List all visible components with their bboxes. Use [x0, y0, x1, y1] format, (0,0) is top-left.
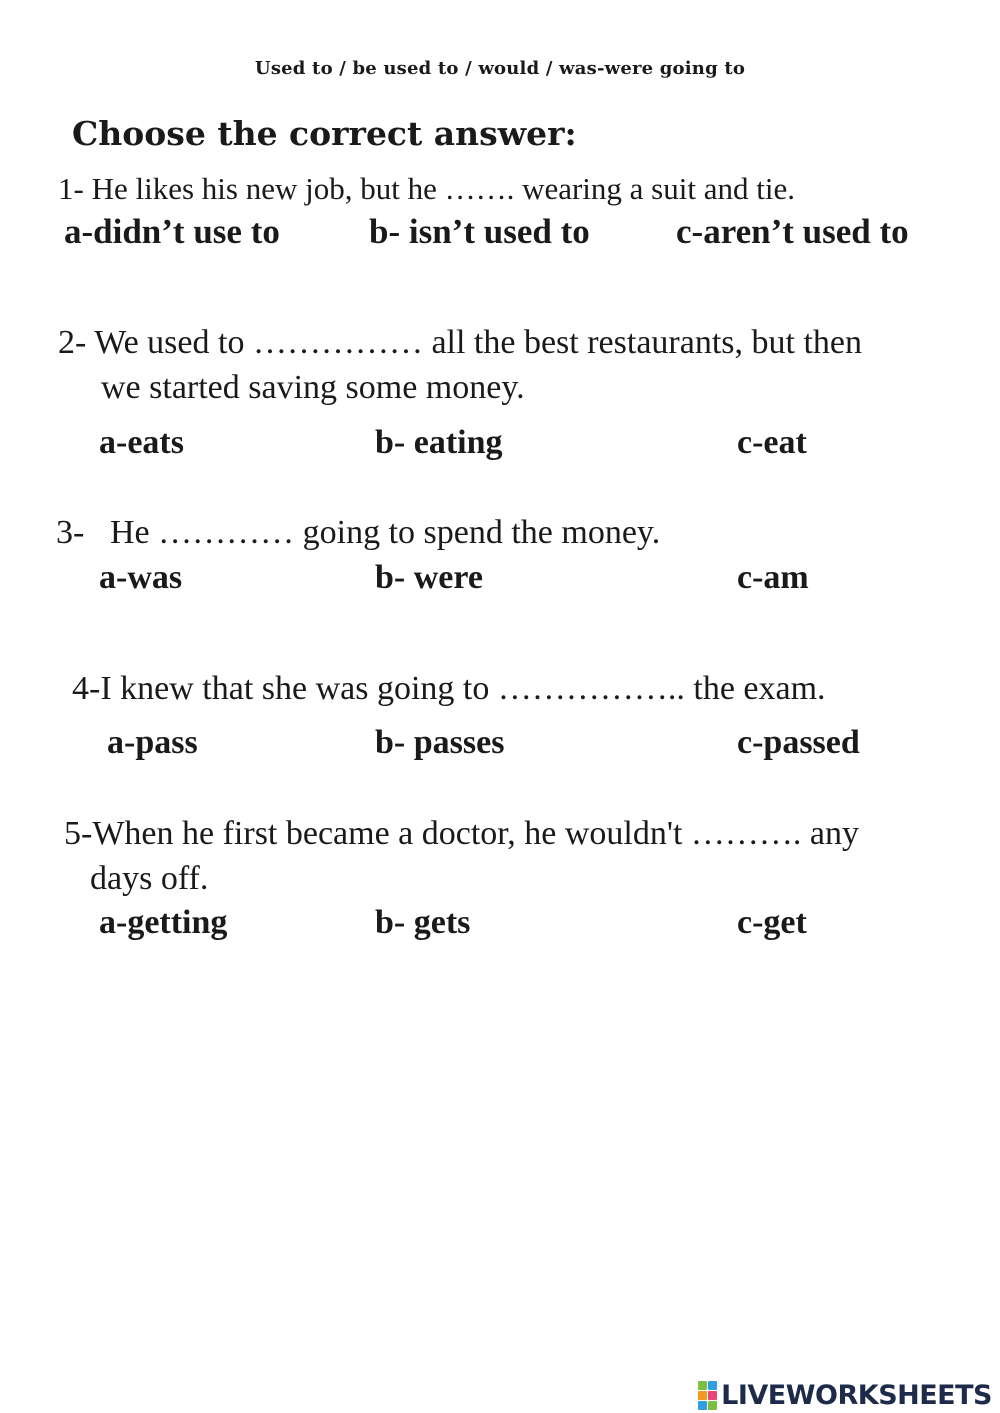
question-number: 1-: [58, 171, 84, 206]
question-text-line1: 2- We used to …………… all the best restaurants, but then: [58, 320, 972, 365]
question-1: [58, 166, 795, 211]
q5-option-b[interactable]: b- gets: [375, 904, 471, 941]
question-text: He likes his new job, but he ……. wearing a suit and tie.: [83, 171, 795, 206]
q3-option-a[interactable]: a-was: [99, 559, 183, 596]
instruction-heading: Choose the correct answer:: [72, 114, 577, 153]
q5-option-a[interactable]: a-getting: [99, 904, 228, 941]
q2-option-b[interactable]: b- eating: [375, 424, 503, 461]
question-text: I knew that she was going to …………….. the exam.: [100, 670, 826, 707]
q3-option-b[interactable]: b- were: [375, 559, 483, 596]
q1-option-c[interactable]: c-aren’t used to: [676, 212, 909, 251]
question-text-line2: days off.: [90, 860, 209, 897]
q4-option-b[interactable]: b- passes: [375, 724, 505, 761]
question-number: 3-: [56, 514, 85, 551]
liveworksheets-logo[interactable]: [698, 1380, 992, 1411]
question-3: [56, 510, 660, 555]
q5-option-c[interactable]: c-get: [737, 904, 807, 941]
q4-option-c[interactable]: c-passed: [737, 724, 860, 761]
worksheet-title: Used to / be used to / would / was-were going to: [254, 58, 746, 79]
question-2: [58, 320, 972, 410]
question-text-line2: we started saving some money.: [101, 369, 525, 406]
question-4: [72, 666, 826, 711]
liveworksheets-logo-icon: [698, 1381, 717, 1410]
q2-option-a[interactable]: a-eats: [99, 424, 184, 461]
q1-option-b[interactable]: b- isn’t used to: [369, 212, 590, 251]
question-text: He ………… going to spend the money.: [110, 514, 661, 551]
q4-option-a[interactable]: a-pass: [107, 724, 198, 761]
question-number: 2-: [58, 324, 87, 361]
brand-name: LIVEWORKSHEETS: [721, 1380, 992, 1411]
q2-option-c[interactable]: c-eat: [737, 424, 807, 461]
question-number: 5-: [64, 815, 93, 852]
q3-option-c[interactable]: c-am: [737, 559, 809, 596]
question-number: 4-: [72, 670, 101, 707]
question-text-line1: 5-When he first became a doctor, he wouldn't ………. any: [64, 811, 972, 856]
question-5: [64, 811, 972, 901]
q1-option-a[interactable]: a-didn’t use to: [64, 212, 280, 251]
